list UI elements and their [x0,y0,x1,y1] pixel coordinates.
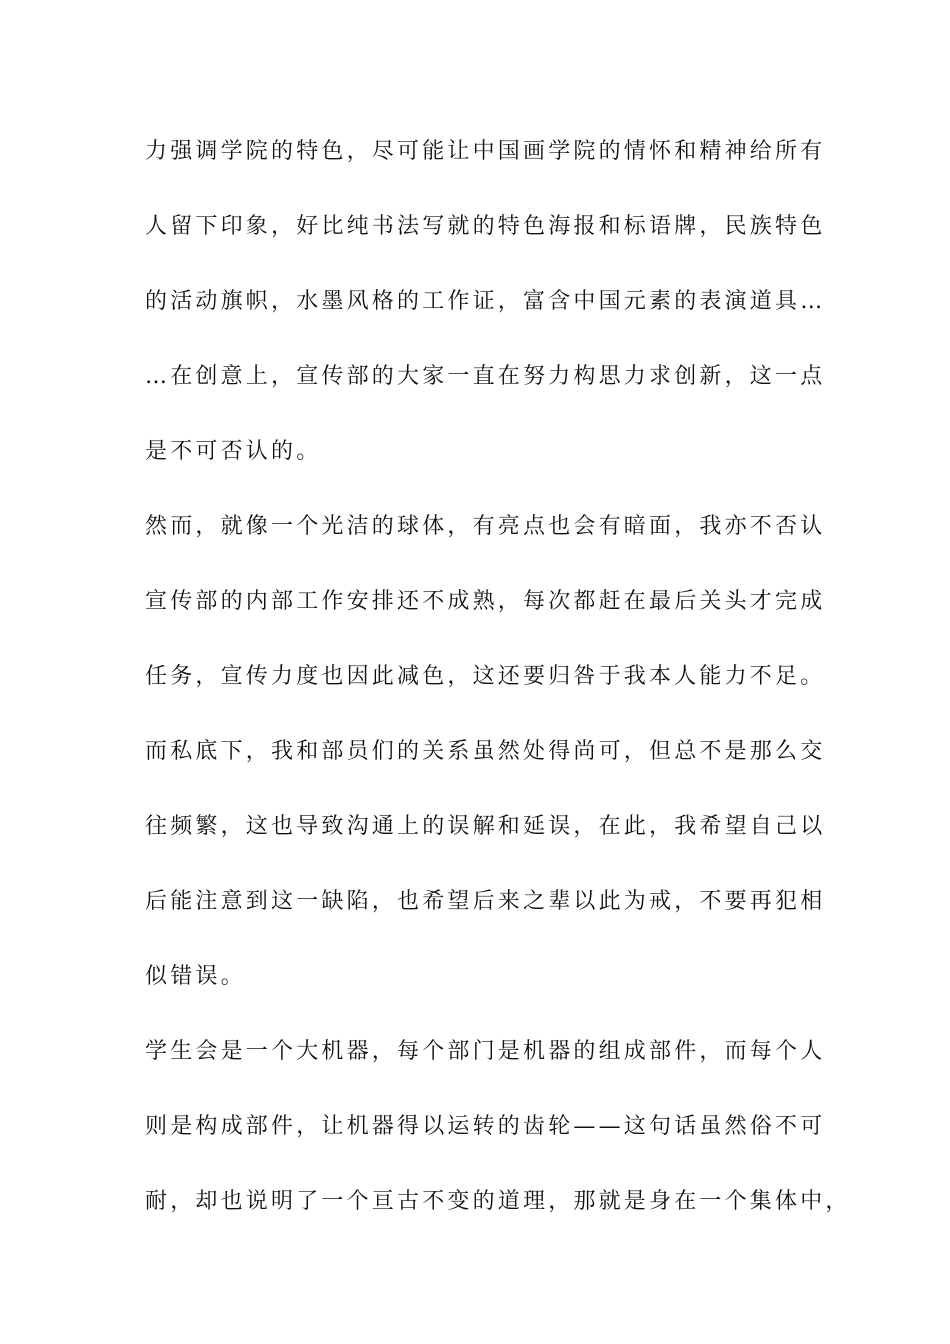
text-line: 人留下印象，好比纯书法写就的特色海报和标语牌，民族特色 [145,214,826,239]
text-line: 然而，就像一个光洁的球体，有亮点也会有暗面，我亦不否认 [145,514,826,539]
text-line: 任务，宣传力度也因此减色，这还要归咎于我本人能力不足。 [145,664,826,689]
text-line: …在创意上，宣传部的大家一直在努力构思力求创新，这一点 [145,364,826,389]
text-line: 则是构成部件，让机器得以运转的齿轮——这句话虽然俗不可 [145,1114,826,1139]
text-line: 后能注意到这一缺陷，也希望后来之辈以此为戒，不要再犯相 [145,889,826,914]
body-text [145,130,851,1255]
text-line: 宣传部的内部工作安排还不成熟，每次都赶在最后关头才完成 [145,589,826,614]
text-line: 似错误。 [145,964,246,989]
text-line: 耐，却也说明了一个亘古不变的道理，那就是身在一个集体中， [145,1189,851,1214]
text-line: 力强调学院的特色，尽可能让中国画学院的情怀和精神给所有 [145,139,826,164]
text-line: 往频繁，这也导致沟通上的误解和延误，在此，我希望自己以 [145,814,826,839]
text-line: 是不可否认的。 [145,439,322,464]
text-line: 而私底下，我和部员们的关系虽然处得尚可，但总不是那么交 [145,739,826,764]
text-line: 的活动旗帜，水墨风格的工作证，富含中国元素的表演道具… [145,289,826,314]
text-line: 学生会是一个大机器，每个部门是机器的组成部件，而每个人 [145,1039,826,1064]
